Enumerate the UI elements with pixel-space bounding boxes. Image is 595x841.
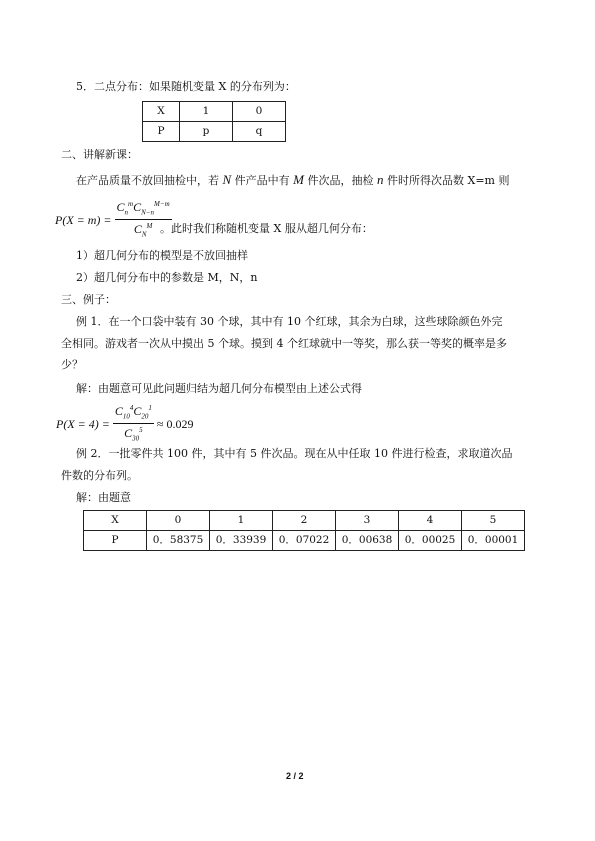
example-2-line-2: 件数的分布列。: [61, 469, 138, 482]
table-row: [84, 531, 525, 551]
intro-text-a: 在产品质量不放回抽检中，若: [76, 174, 219, 187]
formula2-fraction: $\frac{C_{10}^4C_{20}^1}{C_{30}^5}$: [114, 404, 152, 443]
point-1: 1）超几何分布的模型是不放回抽样: [76, 249, 248, 262]
table-cell: 1: [180, 102, 233, 122]
intro-text-d: 件时所得次品数 X=m 则: [387, 174, 510, 187]
intro-text-c: 件次品，抽检: [307, 174, 374, 187]
table-cell: 0．00025: [399, 531, 462, 551]
table-cell: 0．00638: [336, 531, 399, 551]
example-1-line-1: 例 1．在一个口袋中装有 30 个球，其中有 10 个红球，其余为白球，这些球除颜色外完: [76, 315, 503, 328]
table-cell: P: [143, 122, 180, 142]
table-cell: 0: [233, 102, 286, 122]
page-number: 2 / 2: [286, 771, 304, 781]
example-2-line-1: 例 2．一批零件共 100 件，其中有 5 件次品。现在从中任取 10 件进行检查，求取道次品: [76, 447, 513, 460]
var-M: M: [293, 172, 305, 187]
formula-fraction: $\frac{C_n^mC_{N-n}^{M-m}}{C_N^M}$: [116, 200, 170, 239]
table-cell: 4: [399, 511, 462, 531]
example-1-line-3: 少？: [61, 358, 83, 371]
section-heading-examples: 三、例子：: [61, 293, 116, 306]
two-point-heading: 5．二点分布：如果随机变量 X 的分布列为：: [76, 80, 296, 93]
section-heading-lecture: 二、讲解新课：: [61, 148, 138, 161]
table-header-row: [84, 511, 525, 531]
table-cell: 3: [336, 511, 399, 531]
solution-1: 解：由题意可见此问题归结为超几何分布模型由上述公式得: [76, 382, 362, 395]
example-1-formula: [56, 402, 193, 446]
table-cell: X: [143, 102, 180, 122]
var-n: n: [377, 172, 384, 187]
table-cell: p: [180, 122, 233, 142]
table-cell: 0．00001: [462, 531, 525, 551]
intro-text-b: 件产品中有: [234, 174, 290, 187]
formula2-lhs: P(X = 4) =: [56, 416, 110, 431]
formula-lhs: P(X = m) =: [55, 212, 112, 227]
solution-2: 解：由题意: [76, 491, 131, 504]
var-N: N: [222, 172, 232, 187]
table-cell: 0．07022: [273, 531, 336, 551]
formula2-rhs: ≈ 0.029: [156, 416, 194, 431]
table-cell: 0: [147, 511, 210, 531]
table-cell: 2: [273, 511, 336, 531]
example-1-line-2: 全相同。游戏者一次从中摸出 5 个球。摸到 4 个红球就中一等奖，那么获一等奖的概率是多: [61, 337, 507, 350]
intro-paragraph: [76, 171, 510, 189]
table-cell: X: [84, 511, 147, 531]
formula-explanation: 。此时我们称随机变量 X 服从超几何分布：: [160, 222, 373, 235]
table-cell: P: [84, 531, 147, 551]
table-cell: 0．58375: [147, 531, 210, 551]
point-2: 2）超几何分布中的参数是 M，N，n: [76, 271, 258, 284]
table-cell: q: [233, 122, 286, 142]
table-cell: 1: [210, 511, 273, 531]
table-row: [143, 122, 286, 142]
table-row: [143, 102, 286, 122]
table-cell: 5: [462, 511, 525, 531]
two-point-table: [142, 101, 286, 142]
table-cell: 0．33939: [210, 531, 273, 551]
hypergeometric-formula: [55, 198, 172, 242]
distribution-table: [83, 510, 525, 551]
